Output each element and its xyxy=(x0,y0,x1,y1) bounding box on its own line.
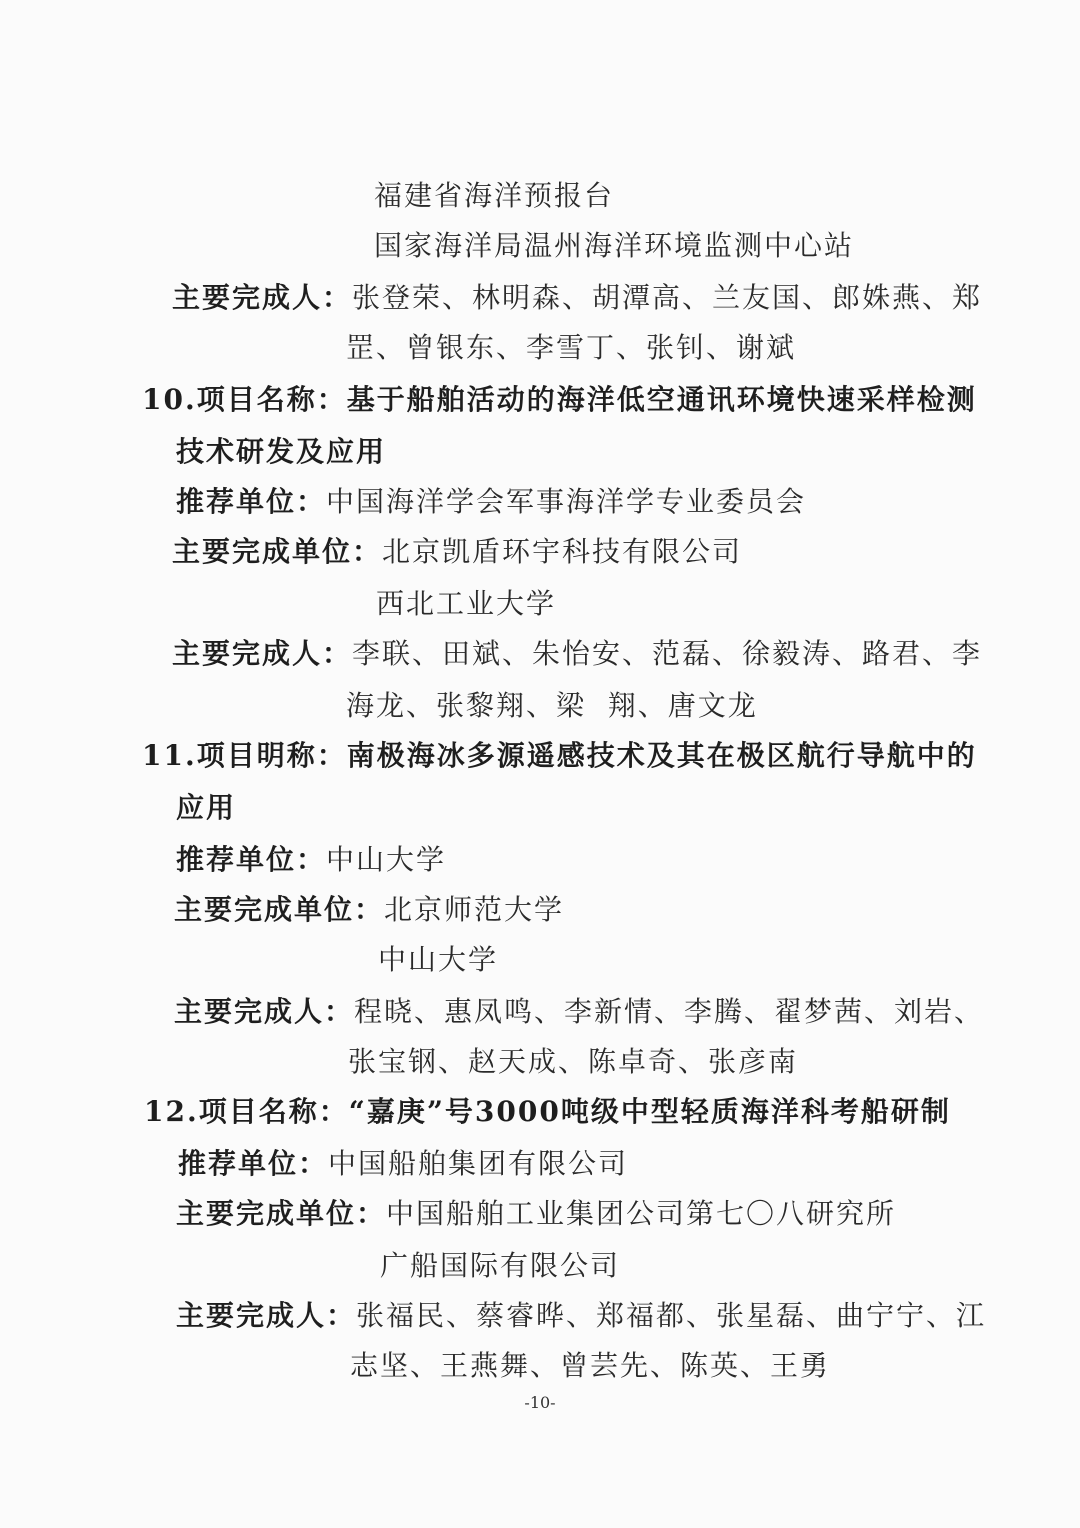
body-line: 广船国际有限公司 xyxy=(380,1249,621,1282)
body-line: 主要完成人：程晓、惠凤鸣、李新情、李腾、翟梦茜、刘岩、 xyxy=(174,995,985,1028)
project-title: 12.项目名称：“嘉庚”号3000吨级中型轻质海洋科考船研制 xyxy=(144,1095,951,1128)
body-line: 推荐单位：中国海洋学会军事海洋学专业委员会 xyxy=(176,485,807,518)
body-line: 罡、曾银东、李雪丁、张钊、谢斌 xyxy=(346,331,797,364)
body-line: 福建省海洋预报台 xyxy=(374,179,615,212)
field-label: 推荐单位： xyxy=(176,843,327,876)
page-number: -10- xyxy=(524,1393,556,1412)
body-line: 主要完成人：张福民、蔡睿晔、郑福都、张星磊、曲宁宁、江 xyxy=(176,1299,987,1332)
field-label: 主要完成单位： xyxy=(174,893,385,926)
field-label: 主要完成人： xyxy=(172,637,353,670)
body-line: 推荐单位：中国船舶集团有限公司 xyxy=(178,1147,629,1180)
body-line: 主要完成人：张登荣、林明森、胡潭高、兰友国、郎姝燕、郑 xyxy=(172,281,983,314)
body-line: 推荐单位：中山大学 xyxy=(176,843,447,876)
field-label: 主要完成单位： xyxy=(176,1197,387,1230)
body-line: 主要完成人：李联、田斌、朱怡安、范磊、徐毅涛、路君、李 xyxy=(172,637,983,670)
project-title: 10.项目名称：基于船舶活动的海洋低空通讯环境快速采样检测 xyxy=(142,383,977,416)
body-line: 主要完成单位：北京凯盾环宇科技有限公司 xyxy=(172,535,743,568)
field-label: 推荐单位： xyxy=(176,485,327,518)
body-line: 西北工业大学 xyxy=(376,587,557,620)
field-label: 推荐单位： xyxy=(178,1147,329,1180)
project-title: 应用 xyxy=(176,791,237,824)
field-label: 主要完成人： xyxy=(174,995,355,1028)
body-line: 张宝钢、赵天成、陈卓奇、张彦南 xyxy=(348,1045,799,1078)
project-title: 技术研发及应用 xyxy=(176,435,387,468)
body-line: 海龙、张黎翔、梁 翔、唐文龙 xyxy=(346,689,758,722)
field-label: 主要完成人： xyxy=(172,281,353,314)
body-line: 志坚、王燕舞、曾芸先、陈英、王勇 xyxy=(350,1349,831,1382)
body-line: 主要完成单位：北京师范大学 xyxy=(174,893,565,926)
body-line: 中山大学 xyxy=(378,943,499,976)
body-line: 主要完成单位：中国船舶工业集团公司第七〇八研究所 xyxy=(176,1197,897,1230)
field-label: 主要完成人： xyxy=(176,1299,357,1332)
field-label: 主要完成单位： xyxy=(172,535,383,568)
project-title: 11.项目明称：南极海冰多源遥感技术及其在极区航行导航中的 xyxy=(142,739,977,772)
body-line: 国家海洋局温州海洋环境监测中心站 xyxy=(374,229,855,262)
